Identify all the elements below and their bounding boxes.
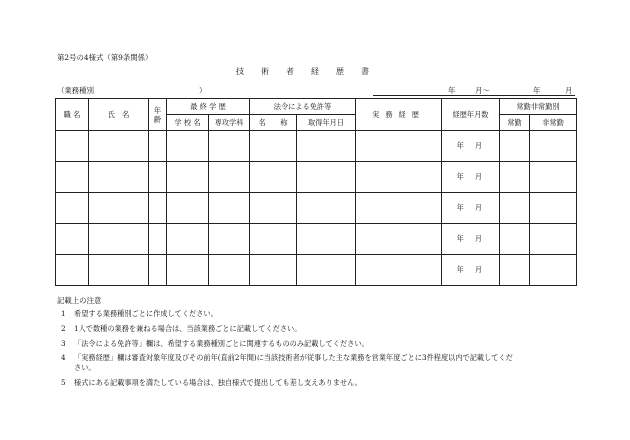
cell-work-experience[interactable] bbox=[356, 193, 442, 224]
cell-year-month: 年月 bbox=[442, 193, 500, 224]
header-fulltime: 常勤 bbox=[500, 115, 530, 131]
table-row bbox=[56, 193, 577, 224]
cell-major[interactable] bbox=[209, 162, 250, 193]
notes-heading: 記載上の注意 bbox=[57, 296, 102, 305]
cell-person-name[interactable] bbox=[89, 255, 149, 286]
note-item: 5 様式にある記載事項を満たしている場合は、独自様式で提出しても差し支えありません。 bbox=[61, 378, 362, 387]
header-final-education: 最 終 学 歴 bbox=[167, 99, 250, 115]
cell-age[interactable] bbox=[149, 193, 167, 224]
cell-year-month: 年月 bbox=[442, 255, 500, 286]
cell-license-name[interactable] bbox=[250, 255, 297, 286]
header-job-title: 職 名 bbox=[56, 99, 89, 131]
header-work-experience: 実務経歴 bbox=[356, 99, 442, 131]
page-title: 技術者経歴書 bbox=[236, 67, 386, 76]
date-month-1: 月〜 bbox=[475, 86, 490, 95]
cell-school[interactable] bbox=[167, 255, 209, 286]
business-category-field bbox=[57, 85, 206, 96]
cell-major[interactable] bbox=[209, 193, 250, 224]
cell-work-experience[interactable] bbox=[356, 162, 442, 193]
cell-year-month: 年月 bbox=[442, 162, 500, 193]
date-range-underline bbox=[373, 95, 575, 96]
cell-school[interactable] bbox=[167, 224, 209, 255]
cell-person-name[interactable] bbox=[89, 224, 149, 255]
cell-school[interactable] bbox=[167, 131, 209, 162]
cell-license-name[interactable] bbox=[250, 193, 297, 224]
date-month-2: 月 bbox=[565, 86, 573, 95]
cell-fulltime[interactable] bbox=[500, 224, 530, 255]
note-item: 3 「法令による免許等」欄は、希望する業務種別ごとに関連するもののみ記載してください。 bbox=[61, 339, 369, 348]
cell-major[interactable] bbox=[209, 255, 250, 286]
note-item: 2 1人で数種の業務を兼ねる場合は、当該業務ごとに記載してください。 bbox=[61, 324, 302, 333]
header-license-date: 取得年月日 bbox=[297, 115, 356, 131]
table-row bbox=[56, 162, 577, 193]
table-row bbox=[56, 255, 577, 286]
engineer-history-table bbox=[55, 98, 577, 286]
cell-fulltime[interactable] bbox=[500, 162, 530, 193]
header-parttime: 非常勤 bbox=[530, 115, 577, 131]
cell-license-name[interactable] bbox=[250, 131, 297, 162]
cell-fulltime[interactable] bbox=[500, 193, 530, 224]
header-employment-type: 常勤非常勤別 bbox=[500, 99, 577, 115]
date-range-field bbox=[373, 85, 575, 95]
cell-parttime[interactable] bbox=[530, 224, 577, 255]
cell-license-date[interactable] bbox=[297, 224, 356, 255]
note-item-continued: さい。 bbox=[74, 363, 96, 372]
cell-license-date[interactable] bbox=[297, 193, 356, 224]
header-age: 年齢 bbox=[149, 99, 167, 131]
cell-person-name[interactable] bbox=[89, 131, 149, 162]
cell-job-title[interactable] bbox=[56, 193, 89, 224]
header-experience-months: 経歴年月数 bbox=[442, 99, 500, 131]
cell-age[interactable] bbox=[149, 255, 167, 286]
table-row bbox=[56, 224, 577, 255]
cell-age[interactable] bbox=[149, 224, 167, 255]
note-item: 1 希望する業務種別ごとに作成してください。 bbox=[61, 309, 218, 318]
cell-job-title[interactable] bbox=[56, 131, 89, 162]
cell-school[interactable] bbox=[167, 162, 209, 193]
header-person-name: 氏 名 bbox=[89, 99, 149, 131]
cell-parttime[interactable] bbox=[530, 162, 577, 193]
header-school-name: 学 校 名 bbox=[167, 115, 209, 131]
table-row bbox=[56, 131, 577, 162]
note-item: 4 「実務経歴」欄は審査対象年度及びその前年(直前2年間)に当該技術者が従事した主な業務を営業年度ごとに3件程度以内で記載してくだ bbox=[61, 353, 513, 362]
cell-parttime[interactable] bbox=[530, 193, 577, 224]
cell-person-name[interactable] bbox=[89, 162, 149, 193]
cell-job-title[interactable] bbox=[56, 255, 89, 286]
cell-license-date[interactable] bbox=[297, 131, 356, 162]
cell-license-name[interactable] bbox=[250, 162, 297, 193]
form-number: 第2号の4様式（第9条関係） bbox=[57, 53, 153, 62]
category-label-open: （業務種別 bbox=[57, 86, 94, 95]
cell-license-name[interactable] bbox=[250, 224, 297, 255]
cell-major[interactable] bbox=[209, 131, 250, 162]
cell-fulltime[interactable] bbox=[500, 255, 530, 286]
header-licenses: 法令による免許等 bbox=[250, 99, 356, 115]
cell-license-date[interactable] bbox=[297, 162, 356, 193]
cell-work-experience[interactable] bbox=[356, 131, 442, 162]
cell-fulltime[interactable] bbox=[500, 131, 530, 162]
cell-school[interactable] bbox=[167, 193, 209, 224]
date-year-2: 年 bbox=[533, 86, 541, 95]
cell-job-title[interactable] bbox=[56, 224, 89, 255]
cell-parttime[interactable] bbox=[530, 255, 577, 286]
category-label-close: ） bbox=[198, 86, 207, 95]
cell-age[interactable] bbox=[149, 162, 167, 193]
cell-job-title[interactable] bbox=[56, 162, 89, 193]
cell-parttime[interactable] bbox=[530, 131, 577, 162]
date-year-1: 年 bbox=[448, 86, 456, 95]
cell-license-date[interactable] bbox=[297, 255, 356, 286]
cell-major[interactable] bbox=[209, 224, 250, 255]
cell-year-month: 年月 bbox=[442, 131, 500, 162]
header-license-name: 名 称 bbox=[250, 115, 297, 131]
cell-work-experience[interactable] bbox=[356, 224, 442, 255]
cell-age[interactable] bbox=[149, 131, 167, 162]
cell-work-experience[interactable] bbox=[356, 255, 442, 286]
header-major: 専攻学科 bbox=[209, 115, 250, 131]
cell-year-month: 年月 bbox=[442, 224, 500, 255]
cell-person-name[interactable] bbox=[89, 193, 149, 224]
